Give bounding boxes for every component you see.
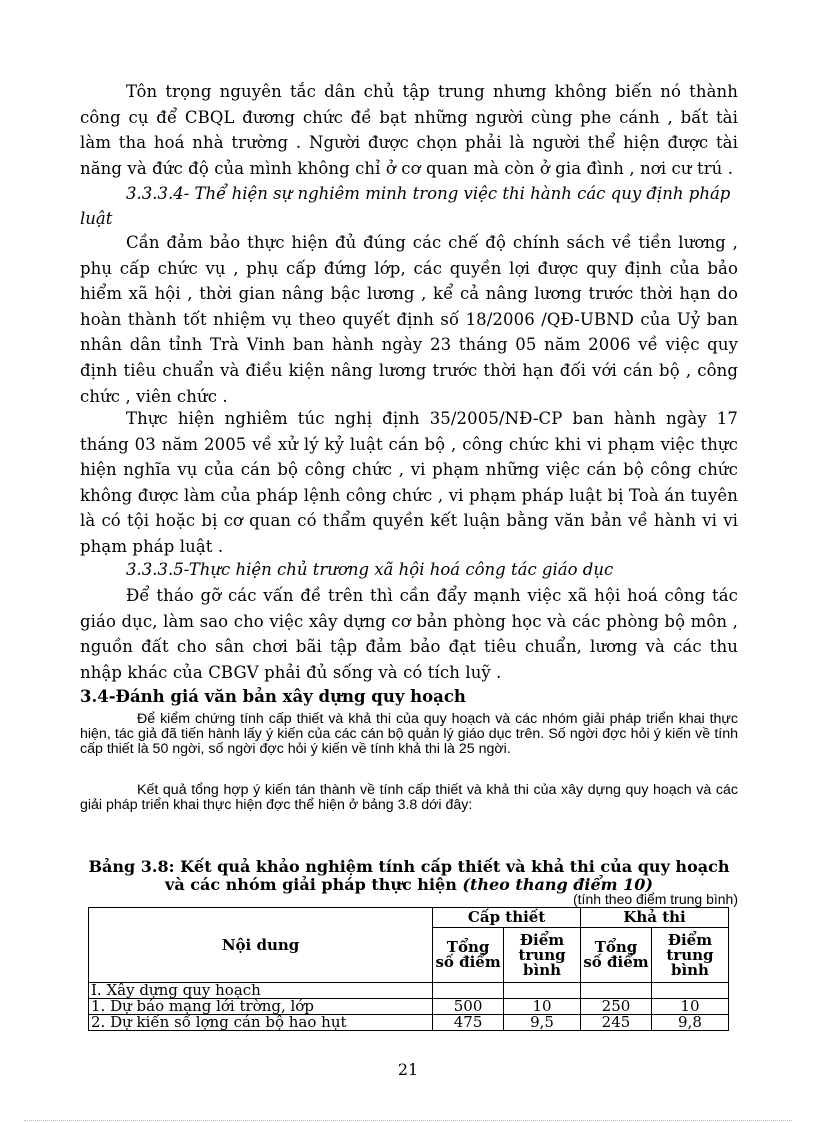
row-feasibility-total: 245 xyxy=(581,1015,652,1031)
row-necessity-avg: 9,5 xyxy=(504,1015,581,1031)
table-row xyxy=(89,1015,729,1031)
subsection-heading-3-3-3-4: 3.3.3.4- Thể hiện sự nghiêm minh trong việc thi hành các quy định pháp luật xyxy=(80,184,731,228)
row-label: 2. Dự kiến số lợng cán bộ hao hụt xyxy=(89,1015,433,1031)
row-necessity-total: 500 xyxy=(433,999,504,1015)
header-content: Nội dung xyxy=(89,908,433,983)
row-necessity-total: 475 xyxy=(433,1015,504,1031)
results-table xyxy=(88,907,729,1031)
row-necessity-avg: 10 xyxy=(504,999,581,1015)
paragraph-salary-policy: Cần đảm bảo thực hiện đủ đúng các chế độ chính sách về tiền lương , phụ cấp chức vụ , phụ cấp đứng lớp, các quyền lợi được quy định của bảo hiểm xã hội , thời gian nâng bậc lương , kể cả nâng lương trước thời hạn do hoàn thành tốt nhiệm vụ theo quyết định số 18/2006 /QĐ-UBND của Uỷ ban nhân dân tỉnh Trà Vinh ban hành ngày 23 tháng 05 năm 2006 về việc quy định tiêu chuẩn và điều kiện nâng lương trước thời hạn đối với cán bộ , công chức , viên chức . xyxy=(80,233,738,406)
row-feasibility-avg: 10 xyxy=(651,999,728,1015)
section-heading-3-4: 3.4-Đánh giá văn bản xây dựng quy hoạch xyxy=(80,687,466,706)
group-label: I. Xây dựng quy hoạch xyxy=(89,983,433,999)
row-feasibility-avg: 9,8 xyxy=(651,1015,728,1031)
header-feasibility: Khả thi xyxy=(581,908,729,928)
header-necessity-total: Tổng số điểm xyxy=(433,928,504,983)
paragraph-survey-method: Để kiểm chứng tính cấp thiết và khả thi của quy hoạch và các nhóm giải pháp triển khai thực hiện, tác giả đã tiến hành lấy ý kiến của các cán bộ quản lý giáo dục trên. Số ngời đợc hỏi ý kiến về tính cấp thiết là 50 ngời, số ngời đợc hỏi ý kiến về tính khả thi là 25 ngời. xyxy=(80,711,738,757)
header-feasibility-total: Tổng số điểm xyxy=(581,928,652,983)
header-feasibility-avg: Điểm trung bình xyxy=(651,928,728,983)
table-header-row-1 xyxy=(89,908,729,928)
paragraph-socialization: Để tháo gỡ các vấn đề trên thì cần đẩy mạnh việc xã hội hoá công tác giáo dục, làm sao cho việc xây dựng cơ bản phòng học và các phòng bộ môn , nguồn đất cho sân chơi bãi tập đảm bảo đạt tiêu chuẩn, lương và các thu nhập khác của CBGV phải đủ sống và có tích luỹ . xyxy=(80,586,738,682)
row-feasibility-total: 250 xyxy=(581,999,652,1015)
header-necessity: Cấp thiết xyxy=(433,908,581,928)
page-number: 21 xyxy=(397,1060,419,1079)
subsection-heading-3-3-3-5: 3.3.3.5-Thực hiện chủ trương xã hội hoá công tác giáo dục xyxy=(126,560,614,579)
paragraph-intro: Tôn trọng nguyên tắc dân chủ tập trung nhưng không biến nó thành công cụ để CBQL đương chức đề bạt những người cùng phe cánh , bất tài làm tha hoá nhà trường . Người được chọn phải là người thể hiện được tài năng và đức độ của mình không chỉ ở cơ quan mà còn ở gia đình , nơi cư trú . xyxy=(80,82,738,178)
row-label: 1. Dự báo mạng lới trờng, lớp xyxy=(89,999,433,1015)
table-unit-note: (tính theo điểm trung bình) xyxy=(573,891,738,907)
table-caption-scale: (theo thang điểm 10) xyxy=(462,875,653,894)
paragraph-survey-result: Kết quả tổng hợp ý kiến tán thành về tính cấp thiết và khả thi của xây dựng quy hoạch và các giải pháp triển khai thực hiện đợc thể hiện ở bảng 3.8 dới đây: xyxy=(80,782,738,813)
page-bottom-divider xyxy=(24,1120,792,1121)
paragraph-discipline-decree: Thực hiện nghiêm túc nghị định 35/2005/NĐ-CP ban hành ngày 17 tháng 03 năm 2005 về xử lý kỷ luật cán bộ , công chức khi vi phạm việc thực hiện nghĩa vụ của cán bộ công chức , vi phạm những việc cán bộ công chức không được làm của pháp lệnh công chức , vi phạm pháp luật bị Toà án tuyên là có tội hoặc bị cơ quan có thẩm quyền kết luận bằng văn bản về hành vi vi phạm pháp luật . xyxy=(80,409,738,556)
table-caption xyxy=(80,858,738,894)
table-caption-main: Bảng 3.8: Kết quả khảo nghiệm tính cấp thiết và khả thi của quy hoạch và các nhóm giải pháp thực hiện xyxy=(88,857,730,894)
header-necessity-avg: Điểm trung bình xyxy=(504,928,581,983)
